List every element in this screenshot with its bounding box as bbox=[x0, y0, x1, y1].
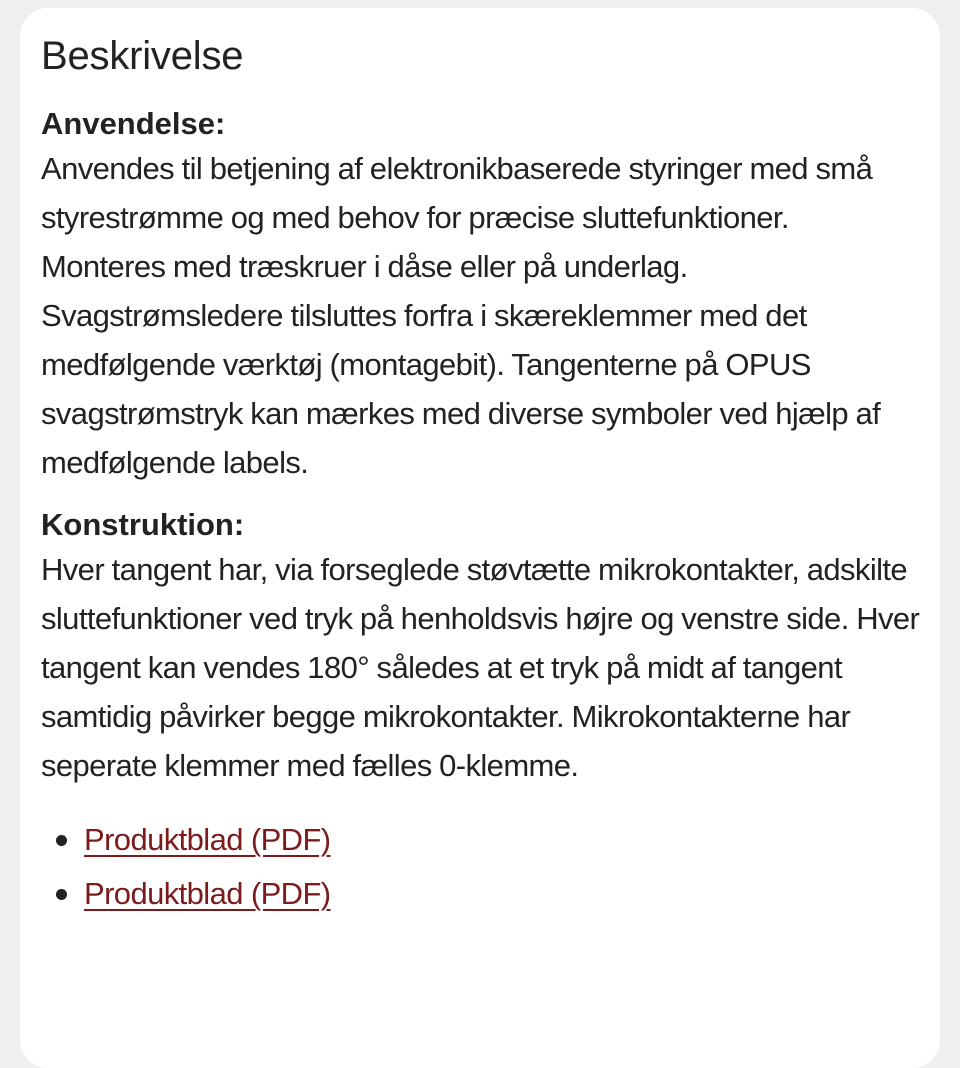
list-item bbox=[41, 867, 920, 921]
description-card bbox=[20, 8, 940, 1068]
section-title-anvendelse: Anvendelse: bbox=[41, 106, 226, 141]
section-text-konstruktion: Hver tangent har, via forseglede støvtætte mikrokontakter, adskilte sluttefunktioner ved tryk på henholdsvis højre og venstre side. Hver tangent kan vendes 180° således at et tryk på midt af tangent samtidig påvirker begge mikrokontakter. Mikrokontakterne har seperate klemmer med fælles 0-klemme. bbox=[41, 552, 920, 783]
product-sheet-link-2[interactable]: Produktblad (PDF) bbox=[84, 876, 331, 911]
list-item bbox=[41, 813, 920, 867]
bullet-icon bbox=[56, 889, 67, 900]
product-sheet-link-1[interactable]: Produktblad (PDF) bbox=[84, 822, 331, 857]
section-text-anvendelse: Anvendes til betjening af elektronikbaserede styringer med små styrestrømme og med behov for præcise sluttefunktioner. Monteres med træskruer i dåse eller på underlag. Svagstrømsledere tilsluttes forfra i skæreklemmer med det medfølgende værktøj (montagebit). Tangenterne på OPUS svagstrømstryk kan mærkes med diverse symboler ved hjælp af medfølgende labels. bbox=[41, 151, 881, 480]
document-links-list bbox=[41, 813, 920, 921]
bullet-icon bbox=[56, 835, 67, 846]
section-title-konstruktion: Konstruktion: bbox=[41, 507, 245, 542]
description-heading: Beskrivelse bbox=[41, 34, 244, 78]
